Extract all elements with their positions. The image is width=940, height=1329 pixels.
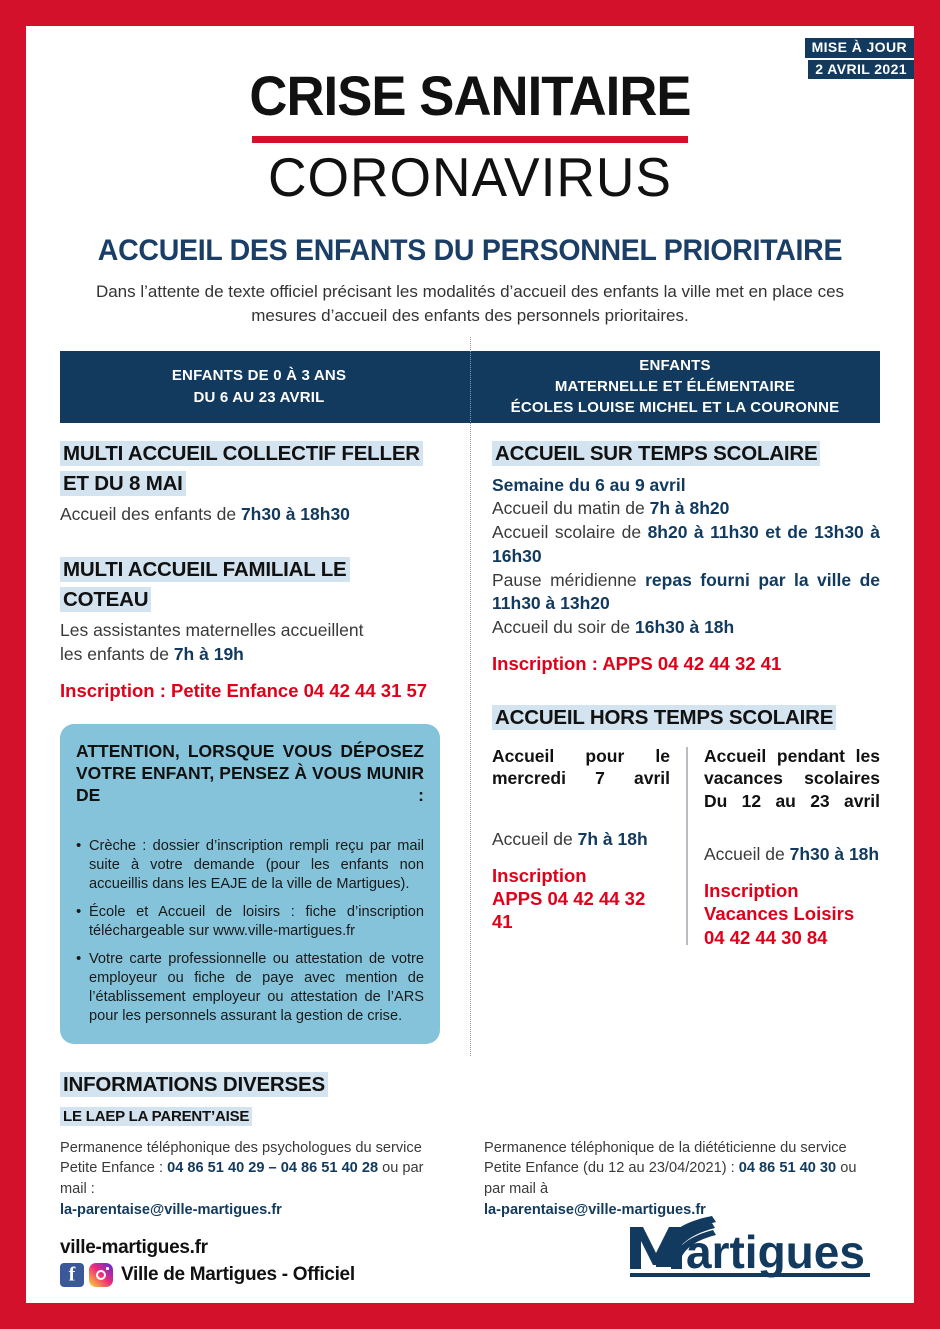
poster-page	[26, 26, 914, 1303]
wednesday-hours	[492, 828, 670, 852]
feller-heading	[60, 439, 440, 498]
instagram-dot	[106, 1267, 109, 1270]
subcolumn-vacation	[686, 745, 880, 949]
martigues-logo	[626, 1213, 880, 1287]
instagram-icon[interactable]	[89, 1263, 113, 1287]
informations-heading	[60, 1070, 880, 1100]
table-header-right-line2: MATERNELLE ET ÉLÉMENTAIRE	[554, 378, 796, 396]
vacation-inscription	[704, 879, 880, 948]
facebook-icon[interactable]	[60, 1263, 84, 1287]
table-header-right-line1: ENFANTS	[639, 356, 711, 374]
column-right	[470, 439, 880, 1044]
informations-left-text1: Permanence téléphonique des psychologues du service Petite Enfance :	[60, 1139, 422, 1177]
attention-item: • Crèche : dossier d’inscription rempli reçu par mail suite à votre demande (pour les enfants non accueillis dans les EAJE de la ville de Martigues).	[76, 837, 424, 894]
page-title: CRISE SANITAIRE	[249, 64, 691, 127]
wednesday-title: Accueil pour le mercredi 7 avril	[492, 745, 670, 789]
morning-value: 7h à 8h20	[649, 498, 730, 519]
temps-scolaire-lunch	[492, 569, 880, 617]
informations-right-text1: Permanence téléphonique de la diététicienne du service Petite Enfance (du 12 au 23/04/2021) :	[484, 1139, 847, 1177]
update-badge-line2: 2 AVRIL 2021	[808, 60, 914, 80]
two-column-body	[60, 439, 880, 1044]
informations-left	[60, 1138, 470, 1221]
table-header-right-line3: ÉCOLES LOUISE MICHEL ET LA COURONNE	[510, 399, 840, 417]
lunch-value: repas fourni par la ville de 11h30 à 13h20	[492, 569, 880, 614]
wednesday-hours-prefix: Accueil de	[492, 829, 578, 850]
feller-heading-line2: ET DU 8 MAI	[60, 471, 186, 496]
coteau-line2	[60, 643, 440, 667]
informations-heading-text: INFORMATIONS DIVERSES	[60, 1072, 328, 1097]
footer-left	[60, 1237, 355, 1287]
temps-scolaire-inscription: Inscription : APPS 04 42 44 32 41	[492, 653, 782, 675]
temps-scolaire-morning	[492, 497, 880, 521]
coteau-line1: Les assistantes maternelles accueillent	[60, 620, 364, 641]
vacation-hours	[704, 843, 880, 867]
table-header-left	[54, 351, 464, 423]
vacation-inscription-label: Inscription	[704, 880, 799, 902]
attention-title: ATTENTION, LORSQUE VOUS DÉPOSEZ VOTRE ENFANT, PENSEZ À VOUS MUNIR DE :	[76, 741, 424, 806]
coteau-hours-prefix: les enfants de	[60, 644, 174, 665]
hors-temps-subcolumns	[492, 745, 880, 949]
vacation-inscription-service: Vacances Loisirs	[704, 903, 855, 925]
instagram-lens	[96, 1270, 106, 1280]
vacation-hours-prefix: Accueil de	[704, 844, 790, 865]
vacation-inscription-phone: 04 42 44 30 84	[704, 926, 828, 948]
feller-heading-line1: MULTI ACCUEIL COLLECTIF FELLER	[60, 441, 423, 466]
page-subtitle: CORONAVIRUS	[268, 146, 672, 208]
column-divider	[470, 337, 471, 1056]
temps-scolaire-school	[492, 521, 880, 569]
vacation-hours-value: 7h30 à 18h	[789, 844, 880, 865]
feller-hours-value: 7h30 à 18h30	[240, 504, 350, 525]
footer	[60, 1213, 880, 1287]
attention-list	[76, 837, 424, 1026]
temps-scolaire-week	[492, 474, 880, 498]
school-value: 8h20 à 11h30 et de 13h30 à 16h30	[492, 522, 880, 566]
laep-heading: LE LAEP LA PARENT’AISE	[60, 1107, 252, 1126]
wednesday-inscription-label: Inscription	[492, 864, 587, 886]
update-badge-line1: MISE À JOUR	[805, 38, 914, 58]
attention-item: • Votre carte professionnelle ou attestation de votre employeur ou fiche de paye avec mention de l’établissement employeur ou attestation de l’ARS pour les personnels assurant la gestion de crise.	[76, 950, 424, 1026]
morning-prefix: Accueil du matin de	[492, 498, 650, 519]
coteau-hours-value: 7h à 19h	[173, 644, 244, 665]
social-account-name: Ville de Martigues - Officiel	[121, 1264, 355, 1285]
hors-temps-heading-text: ACCUEIL HORS TEMPS SCOLAIRE	[492, 705, 836, 730]
subcolumn-wednesday	[492, 745, 686, 949]
table-header-left-line1: ENFANTS DE 0 À 3 ANS	[171, 367, 347, 385]
intro-paragraph: Dans l’attente de texte officiel précisant les modalités d’accueil des enfants la ville met en place ces mesures d’accueil des enfants des personnels prioritaires.	[95, 281, 845, 326]
vacation-title: Accueil pendant les vacances scolaires Du 12 au 23 avril	[704, 745, 880, 811]
coteau-heading-text: MULTI ACCUEIL FAMILIAL LE COTEAU	[60, 557, 350, 612]
coteau-inscription: Inscription : Petite Enfance 04 42 44 31 57	[60, 680, 428, 702]
informations-left-phones: 04 86 51 40 29 – 04 86 51 40 28	[167, 1160, 379, 1177]
temps-scolaire-heading	[492, 439, 880, 469]
subcolumn-divider	[686, 747, 688, 945]
wednesday-hours-value: 7h à 18h	[577, 829, 648, 850]
informations-right	[470, 1138, 880, 1221]
wednesday-inscription-phone: APPS 04 42 44 32 41	[492, 888, 646, 933]
hors-temps-heading	[492, 703, 880, 733]
informations-right-phone: 04 86 51 40 30	[738, 1160, 837, 1177]
informations-right-text2: ou par mail à	[484, 1160, 857, 1197]
attention-box	[60, 724, 440, 1044]
section-title: ACCUEIL DES ENFANTS DU PERSONNEL PRIORITAIRE	[97, 233, 843, 267]
feller-hours-prefix: Accueil des enfants de	[60, 504, 241, 525]
attention-item: • École et Accueil de loisirs : fiche d’inscription téléchargeable sur www.ville-martigues.fr	[76, 903, 424, 941]
coteau-heading	[60, 555, 440, 614]
informations-left-email: la-parentaise@ville-martigues.fr	[60, 1201, 282, 1218]
temps-scolaire-evening	[492, 616, 880, 640]
informations-right-email: la-parentaise@ville-martigues.fr	[484, 1201, 706, 1218]
evening-value: 16h30 à 18h	[635, 617, 735, 638]
table-header-right	[470, 351, 880, 423]
website-link[interactable]: ville-martigues.fr	[60, 1237, 208, 1258]
title-red-rule	[252, 136, 688, 143]
lunch-prefix: Pause méridienne	[492, 569, 646, 590]
temps-scolaire-heading-text: ACCUEIL SUR TEMPS SCOLAIRE	[492, 441, 820, 466]
wednesday-inscription	[492, 864, 670, 933]
feller-hours	[60, 503, 440, 527]
informations-row	[60, 1138, 880, 1221]
logo-wordmark: artigues	[686, 1226, 865, 1278]
table-header-left-line2: DU 6 AU 23 AVRIL	[193, 388, 325, 406]
temps-scolaire-week-value: Semaine du 6 au 9 avril	[492, 474, 686, 495]
informations-left-text2: ou par mail :	[60, 1160, 424, 1197]
informations-section	[60, 1070, 880, 1220]
school-prefix: Accueil scolaire de	[492, 522, 648, 543]
evening-prefix: Accueil du soir de	[492, 617, 635, 638]
column-left	[60, 439, 470, 1044]
social-row	[60, 1263, 355, 1287]
